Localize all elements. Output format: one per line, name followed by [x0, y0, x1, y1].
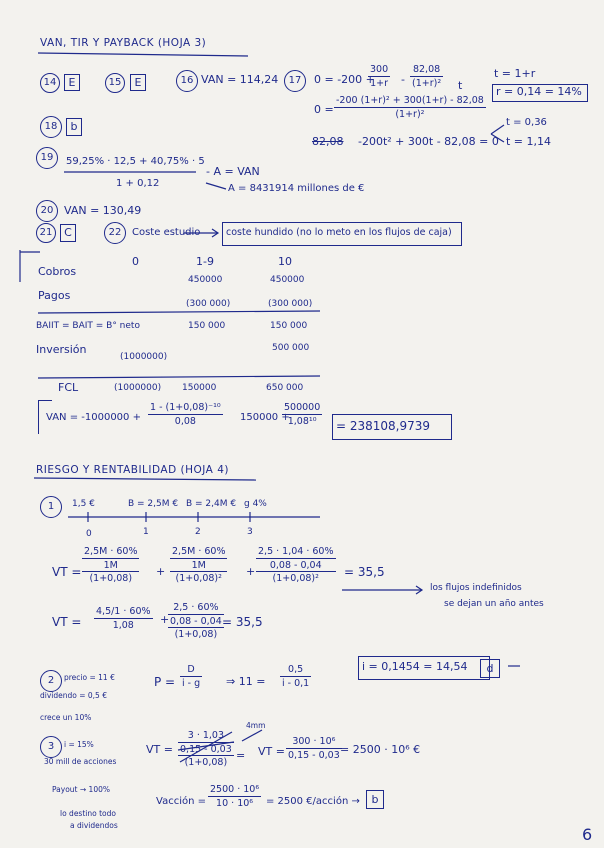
question-22-number: 22 — [104, 222, 126, 244]
r1-plus: + — [246, 565, 256, 578]
q19-denominator: 1 + 0,12 — [116, 178, 160, 189]
r2-answer: d — [480, 659, 500, 678]
cf-fcl-v0: (1000000) — [114, 383, 162, 393]
question-14-number: 14 — [40, 73, 60, 93]
cf-col-1: 1-9 — [196, 255, 214, 268]
question-16-number: 16 — [176, 70, 198, 92]
q17-crossed-value: 82,08 — [312, 135, 344, 148]
q19-numerator: 59,25% · 12,5 + 40,75% · 5 — [66, 156, 205, 167]
van-terminal-den: 1,08¹⁰ — [282, 414, 322, 427]
r3-crossed-den2: (1+0,08) — [178, 755, 234, 768]
r2-note-growth: crece un 10% — [40, 713, 92, 722]
q17-eq1-frac1-den: 1+r — [368, 76, 390, 89]
r1-vt1-term3-disc: (1+0,08)² — [256, 571, 336, 584]
r1-number: 1 — [40, 496, 62, 518]
r1-vt1-lhs: VT = — [52, 565, 82, 579]
r2-formula-lhs: P = — [154, 675, 176, 689]
r1-vt1-term2-disc: (1+0,08)² — [170, 571, 227, 584]
cf-fcl-v1: 150000 — [182, 383, 217, 393]
r3-vaccion-num: 2500 · 10⁶ — [210, 784, 260, 795]
r1-vt1-term1-disc: (1+0,08) — [82, 571, 139, 584]
question-20-text: VAN = 130,49 — [64, 204, 142, 217]
question-21-number: 21 — [36, 223, 56, 243]
r2-gordon-num: D — [187, 664, 195, 675]
r3-correction: 4mm — [246, 721, 266, 730]
r1-side-note-2: se dejan un año antes — [444, 599, 544, 609]
r1-tick: 1 — [143, 527, 149, 537]
cf-fcl-v2: 650 000 — [266, 383, 304, 393]
question-14-answer: E — [64, 74, 80, 91]
r1-tick: 2 — [195, 527, 201, 537]
van-annuity-num: 1 - (1+0,08)⁻¹⁰ — [150, 402, 221, 413]
q17-eq3: -200t² + 300t - 82,08 = 0 — [358, 135, 499, 148]
r1-vt2-term1 — [94, 606, 153, 631]
r2-solve-num: 0,5 — [288, 664, 304, 675]
van-formula-lhs: VAN = -1000000 + — [46, 412, 141, 423]
heading-riesgo-rentabilidad: RIESGO Y RENTABILIDAD (HOJA 4) — [36, 464, 229, 476]
r2-solve-frac — [280, 664, 311, 689]
q17-eq1-var: t — [458, 79, 463, 92]
r1-vt1-term1-den: 1M — [82, 558, 139, 571]
cf-cell: 450000 — [188, 275, 223, 285]
q19-result: A = 8431914 millones de € — [228, 183, 365, 194]
r3-lhs: VT = — [146, 743, 173, 756]
van-formula-terminal — [282, 402, 322, 427]
q17-eq1-frac2-num: 82,08 — [412, 64, 441, 75]
q17-eq1-frac1 — [368, 64, 390, 89]
r2-arrow-eq: ⇒ 11 = — [226, 675, 266, 688]
q22-note: coste hundido (no lo meto en los flujos de caja) — [226, 227, 452, 238]
cf-row-label: Cobros — [38, 265, 77, 278]
r3-answer: b — [366, 790, 384, 809]
r2-number: 2 — [40, 670, 62, 692]
r3-note-shares: 30 mill de acciones — [44, 757, 117, 766]
r1-vt2-term2-num2: 0,08 - 0,04 — [170, 616, 222, 627]
r3-number: 3 — [40, 736, 62, 758]
r1-vt2-term2-den: (1+0,08) — [168, 627, 224, 640]
van-formula-bracket-top — [38, 400, 52, 401]
r1-vt1-term3 — [256, 546, 336, 584]
q17-result: r = 0,14 = 14% — [496, 85, 582, 98]
van-result: = 238108,9739 — [336, 419, 431, 433]
q17-eq2-den: (1+r)² — [334, 107, 486, 120]
r1-vt2-term1-den: 1,08 — [94, 618, 153, 631]
cf-cell: 150 000 — [188, 321, 226, 331]
question-18-number: 18 — [40, 116, 62, 138]
r1-vt1-term2-num: 2,5M · 60% — [172, 546, 226, 557]
cf-cell: 450000 — [270, 275, 305, 285]
q17-eq2-frac — [334, 95, 486, 120]
r3-vaccion-den: 10 · 10⁶ — [208, 796, 261, 809]
r3-vaccion-frac — [208, 784, 261, 809]
van-formula-annuity — [148, 402, 223, 427]
r2-solve-den: i - 0,1 — [282, 678, 310, 689]
q22-label: Coste estudio — [132, 227, 201, 238]
cf-col-0: 0 — [132, 255, 139, 268]
van-annuity-den: 0,08 — [148, 414, 223, 427]
r1-tick: 3 — [247, 527, 253, 537]
q17-root1: t = 0,36 — [506, 117, 547, 128]
cf-cell: (300 000) — [268, 299, 313, 309]
r1-vt2-term1-num: 4,5/1 · 60% — [96, 606, 151, 617]
question-17-number: 17 — [284, 70, 306, 92]
cf-col-2: 10 — [278, 255, 292, 268]
cf-cell: (1000000) — [120, 352, 168, 362]
r3-vaccion-result: = 2500 €/acción → — [266, 796, 360, 807]
r1-timeline-label: g 4% — [244, 499, 267, 509]
r1-vt1-term3-den: 0,08 - 0,04 — [256, 558, 336, 571]
van-formula-mult: 150000 + — [240, 412, 290, 423]
r2-gordon-frac — [180, 664, 202, 689]
q19-a-eq-van: - A = VAN — [206, 165, 260, 178]
cf-fcl-label: FCL — [58, 381, 79, 394]
r1-vt2-lhs: VT = — [52, 615, 82, 629]
r1-vt2-result: = 35,5 — [222, 615, 263, 629]
cf-row-label: Pagos — [38, 289, 71, 302]
r2-note-price: precio = 11 € — [64, 673, 115, 682]
r1-timeline-label: B = 2,4M € — [186, 499, 237, 509]
r1-vt1-term3-num: 2,5 · 1,04 · 60% — [258, 546, 334, 557]
r3-vaccion-lhs: Vacción = — [156, 796, 206, 807]
q17-eq1-frac2 — [410, 64, 443, 89]
cf-row-label: BAIIT = BAIT = B° neto — [36, 321, 140, 331]
r1-timeline-label: 1,5 € — [72, 499, 95, 509]
r1-side-note-1: los flujos indefinidos — [430, 583, 522, 593]
r1-vt1-term2 — [170, 546, 227, 584]
r1-vt2-term2-num1: 2,5 · 60% — [173, 602, 219, 613]
question-20-number: 20 — [36, 200, 58, 222]
q17-substitution: t = 1+r — [494, 67, 536, 80]
r3-vt-frac — [286, 736, 342, 761]
r3-result: = 2500 · 10⁶ € — [340, 743, 421, 756]
question-16-text: VAN = 114,24 — [201, 73, 279, 86]
r1-plus: + — [156, 565, 166, 578]
question-21-answer: C — [60, 224, 76, 242]
r2-note-dividend: dividendo = 0,5 € — [40, 691, 107, 700]
r3-vt: VT = — [258, 745, 285, 758]
q17-eq2-num: -200 (1+r)² + 300(1+r) - 82,08 — [336, 95, 484, 106]
question-15-number: 15 — [105, 73, 125, 93]
q17-eq1-frac1-num: 300 — [370, 64, 389, 75]
r2-gordon-den: i - g — [182, 678, 201, 689]
r1-plus: + — [160, 613, 170, 626]
r3-crossed-num: 3 · 1,03 — [187, 730, 225, 741]
q17-eq1-lhs: 0 = -200 + — [314, 73, 375, 86]
r1-vt1-term2-den: 1M — [170, 558, 227, 571]
r1-vt1-term1 — [82, 546, 139, 584]
q17-eq1-frac2-den: (1+r)² — [412, 78, 442, 89]
q17-eq1-minus: - — [401, 73, 405, 86]
r3-crossed-den: 0,15 - 0,03 — [180, 744, 232, 755]
cf-cell: (300 000) — [186, 299, 231, 309]
r1-vt2-term2 — [168, 602, 224, 640]
cf-row-label: Inversión — [36, 343, 87, 356]
q17-eq2-lhs: 0 = — [314, 103, 334, 116]
r1-timeline-label: B = 2,5M € — [128, 499, 179, 509]
question-18-answer: b — [66, 118, 82, 136]
cf-cell: 500 000 — [272, 343, 310, 353]
r1-vt1-term1-num: 2,5M · 60% — [84, 546, 138, 557]
r3-payout-note1: lo destino todo — [60, 809, 116, 818]
r1-tick: 0 — [86, 529, 92, 539]
r1-vt1-result: = 35,5 — [344, 565, 385, 579]
r3-payout: Payout → 100% — [52, 785, 110, 794]
r3-crossed-frac — [178, 730, 234, 768]
van-terminal-num: 500000 — [284, 402, 321, 413]
question-15-answer: E — [130, 74, 146, 91]
heading-van-tir-payback: VAN, TIR Y PAYBACK (HOJA 3) — [40, 37, 207, 49]
r3-vt-num: 300 · 10⁶ — [292, 736, 336, 747]
r3-eq: = — [236, 749, 246, 762]
r3-note-rate: i = 15% — [64, 740, 94, 749]
page-number: 6 — [582, 825, 593, 844]
cf-cell: 150 000 — [270, 321, 308, 331]
r2-result: i = 0,1454 = 14,54 — [362, 660, 468, 673]
r3-payout-note2: a dividendos — [70, 821, 118, 830]
van-formula-bracket — [38, 400, 39, 434]
r3-vt-den: 0,15 - 0,03 — [288, 750, 340, 761]
q17-root2: t = 1,14 — [506, 135, 552, 148]
question-19-number: 19 — [36, 147, 58, 169]
